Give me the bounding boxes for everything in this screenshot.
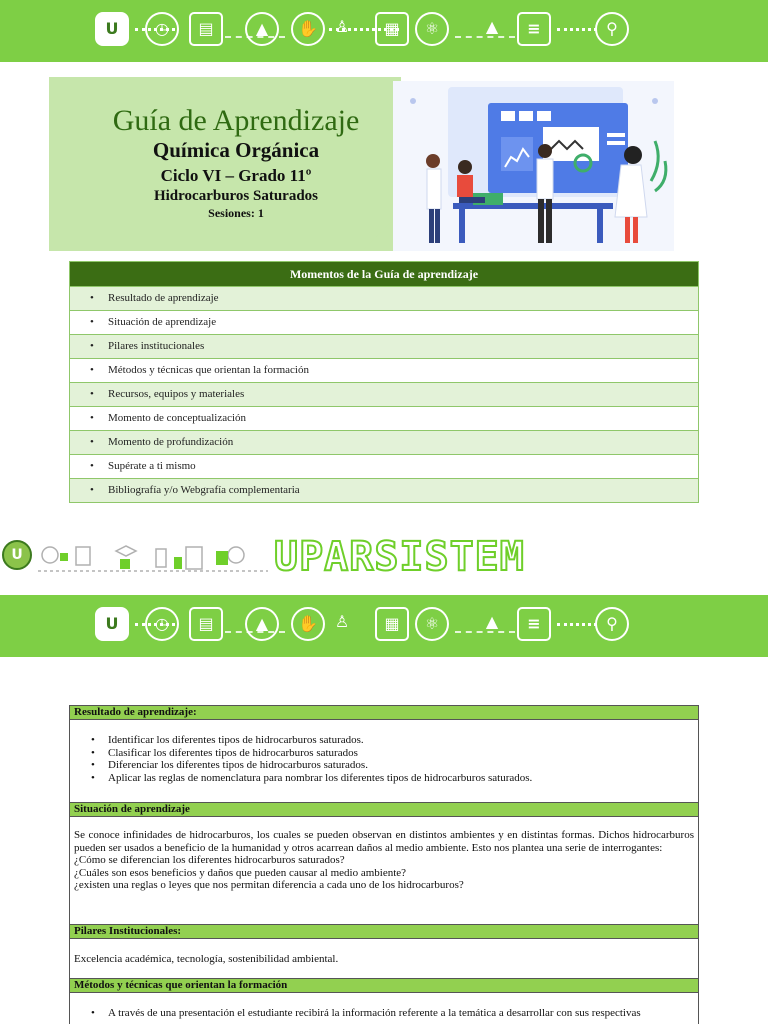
topic-title: Hidrocarburos Saturados (153, 188, 319, 204)
methods-list (70, 1007, 698, 1020)
logo-u-icon: U (95, 607, 129, 641)
moment-label: Situación de aprendizaje (108, 316, 217, 328)
section-metodos (69, 978, 699, 1024)
subject-title: Química Orgánica (152, 138, 320, 162)
list-item: • Clasificar los diferentes tipos de hidrocarburos saturados (108, 747, 698, 760)
bullet-icon: • (90, 388, 94, 400)
banner-icon-strip (85, 601, 645, 651)
moment-row (70, 478, 698, 502)
moment-label: Momento de profundización (108, 436, 234, 448)
notebook-icon: ▤ (189, 12, 223, 46)
bullet-icon: • (90, 436, 94, 448)
list-item: • Diferenciar los diferentes tipos de hidrocarburos saturados. (108, 759, 698, 772)
moments-table-header: Momentos de la Guía de aprendizaje (70, 262, 698, 286)
alarm-clock-icon: ◷ (145, 607, 179, 641)
moment-row (70, 334, 698, 358)
moment-row (70, 286, 698, 310)
question-2: ¿Cuáles son esos beneficios y daños que pueden causar al medio ambiente? (74, 866, 407, 879)
list-item: • A través de una presentación el estudiante recibirá la información referente a la temática a desarrollar con sus respectivas (108, 1007, 698, 1020)
outcome-list (70, 734, 698, 784)
section-heading: Resultado de aprendizaje: (70, 705, 698, 720)
section-body (70, 817, 698, 892)
calculator-icon: ▦ (375, 12, 409, 46)
section-resultado (69, 705, 699, 803)
moment-label: Métodos y técnicas que orientan la formación (108, 364, 309, 376)
hands-icon: ✋ (291, 607, 325, 641)
diploma-icon: ▲ (485, 17, 499, 36)
dots-decoration (557, 623, 597, 632)
section-banner (0, 595, 768, 657)
logo-u-icon: U (95, 12, 129, 46)
brand-logo-text: UPARSISTEM (274, 534, 525, 580)
laboratory-illustration (393, 81, 674, 251)
bullet-icon: • (90, 364, 94, 376)
education-icons-strip (36, 537, 270, 575)
moment-label: Pilares institucionales (108, 340, 205, 352)
teacher-icon: ♙ (334, 17, 350, 36)
moment-label: Supérate a ti mismo (108, 460, 196, 472)
atom-icon: ⚛ (415, 607, 449, 641)
bullet-icon: • (90, 484, 94, 496)
graduation-cap-icon: ▲ (245, 12, 279, 46)
moment-row (70, 406, 698, 430)
graduation-cap-icon: ▲ (245, 607, 279, 641)
question-3: ¿existen una reglas o leyes que nos permitan diferencia a cada uno de los hidrocarburos? (74, 879, 464, 891)
notebook-icon: ▤ (189, 607, 223, 641)
alarm-clock-icon: ◷ (145, 12, 179, 46)
section-heading: Métodos y técnicas que orientan la formación (70, 978, 698, 993)
magnifier-icon: ⚲ (595, 12, 629, 46)
brand-strip (0, 532, 768, 582)
moment-label: Bibliografía y/o Webgrafía complementaria (108, 484, 300, 496)
scroll-icon: ≡ (517, 607, 551, 641)
bullet-icon: • (90, 292, 94, 304)
bullet-icon: • (90, 316, 94, 328)
list-item: • Aplicar las reglas de nomenclatura para nombrar los diferentes tipos de hidrocarburos saturados. (108, 772, 698, 785)
guide-title: Guía de Aprendizaje (112, 104, 360, 137)
dots-decoration (557, 28, 597, 37)
moment-row (70, 358, 698, 382)
teacher-icon: ♙ (334, 612, 350, 631)
section-body (70, 993, 698, 1020)
section-situacion (69, 802, 699, 925)
lab-scene-image (393, 81, 674, 251)
list-item: • Identificar los diferentes tipos de hidrocarburos saturados. (108, 734, 698, 747)
atom-icon: ⚛ (415, 12, 449, 46)
scroll-icon: ≡ (517, 12, 551, 46)
pilares-text: Excelencia académica, tecnología, sostenibilidad ambiental. (74, 953, 339, 965)
section-pilares (69, 924, 699, 979)
moments-table (69, 261, 699, 503)
calculator-icon: ▦ (375, 607, 409, 641)
hands-icon: ✋ (291, 12, 325, 46)
question-1: ¿Cómo se diferencian los diferentes hidrocarburos saturados? (74, 854, 345, 866)
moment-label: Recursos, equipos y materiales (108, 388, 245, 400)
bullet-icon: • (90, 460, 94, 472)
sessions-label: Sesiones: 1 (208, 206, 264, 220)
banner-icon-strip (85, 6, 645, 56)
moment-row (70, 310, 698, 334)
diploma-icon: ▲ (485, 612, 499, 631)
top-banner (0, 0, 768, 62)
magnifier-icon: ⚲ (595, 607, 629, 641)
moment-row (70, 454, 698, 478)
bullet-icon: • (90, 412, 94, 424)
cycle-grade: Ciclo VI – Grado 11º (160, 166, 312, 185)
moment-row (70, 382, 698, 406)
situation-paragraph: Se conoce infinidades de hidrocarburos, los cuales se pueden observan en distintos ambientes y en distintas formas. Dichos hidrocarburos pueden ser usados a beneficio de la humanidad y otros acarrean daños al medio ambiente. Esto nos plantea una serie de interrogantes: (74, 829, 694, 854)
moment-label: Momento de conceptualización (108, 412, 247, 424)
section-body (70, 720, 698, 784)
section-heading: Situación de aprendizaje (70, 802, 698, 817)
section-heading: Pilares Institucionales: (70, 924, 698, 939)
moment-label: Resultado de aprendizaje (108, 292, 219, 304)
moment-row (70, 430, 698, 454)
bullet-icon: • (90, 340, 94, 352)
logo-u-icon: U (2, 540, 32, 570)
